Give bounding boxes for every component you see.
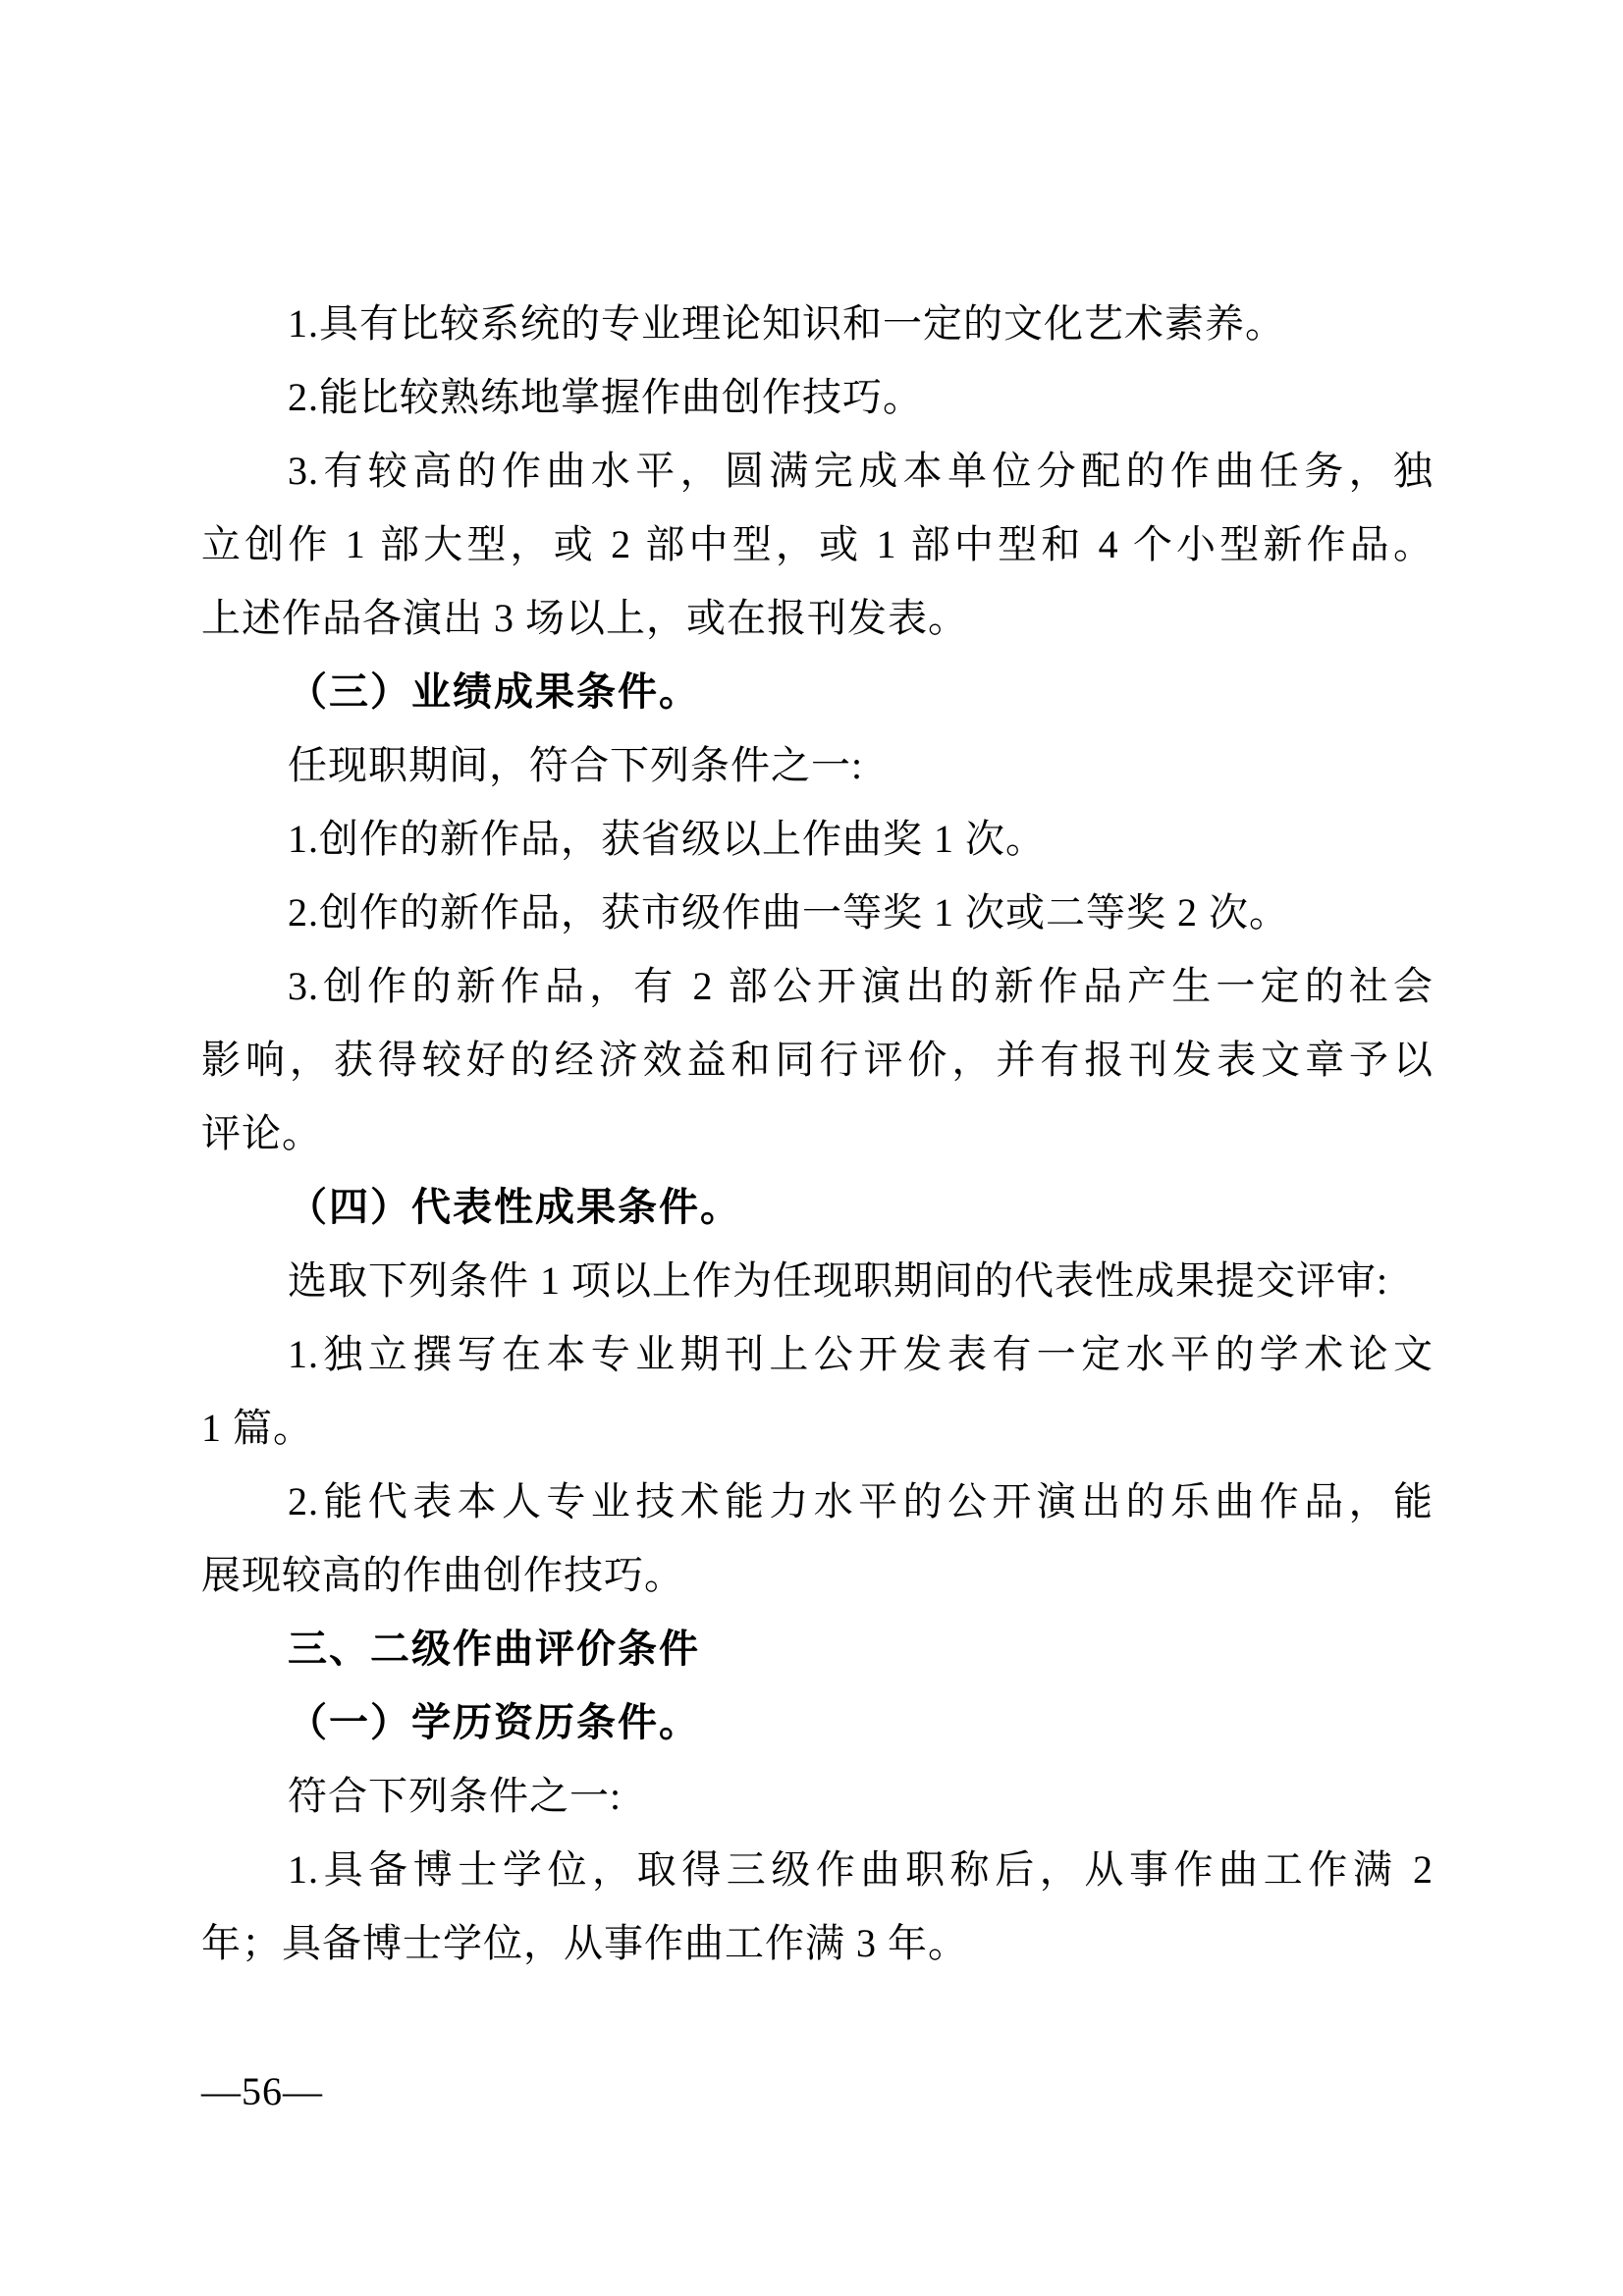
text-line: 1.创作的新作品，获省级以上作曲奖 1 次。 [288,817,1046,861]
text-line: 立创作 1 部大型，或 2 部中型，或 1 部中型和 4 个小型新作品。 [201,522,1434,566]
text-line: 展现较高的作曲创作技巧。 [201,1553,684,1597]
text-line: 3.有较高的作曲水平，圆满完成本单位分配的作曲任务，独 [288,449,1434,493]
text-line: 选取下列条件 1 项以上作为任现职期间的代表性成果提交评审: [288,1258,1389,1303]
text-line: 符合下列条件之一: [288,1774,622,1818]
text-line: 2.能比较熟练地掌握作曲创作技巧。 [288,375,923,419]
chapter-heading: 三、二级作曲评价条件 [288,1627,700,1671]
document-body [201,287,1434,1980]
section-heading: （一）学历资历条件。 [288,1700,700,1744]
text-line: 上述作品各演出 3 场以上，或在报刊发表。 [201,596,968,640]
text-line: 年；具备博士学位，从事作曲工作满 3 年。 [201,1921,968,1965]
page-number: —56— [201,2069,323,2113]
text-line: 评论。 [201,1111,322,1155]
text-line: 1 篇。 [201,1406,313,1450]
text-line: 1.具有比较系统的专业理论知识和一定的文化艺术素养。 [288,301,1285,346]
text-line: 任现职期间，符合下列条件之一: [288,743,864,787]
text-line: 1.具备博士学位，取得三级作曲职称后，从事作曲工作满 2 [288,1847,1434,1892]
text-line: 影响，获得较好的经济效益和同行评价，并有报刊发表文章予以 [201,1038,1434,1082]
section-heading: （四）代表性成果条件。 [288,1185,741,1229]
text-line: 1.独立撰写在本专业期刊上公开发表有一定水平的学术论文 [288,1332,1434,1376]
section-heading: （三）业绩成果条件。 [288,669,700,714]
text-line: 2.能代表本人专业技术能力水平的公开演出的乐曲作品，能 [288,1479,1434,1523]
text-line: 3.创作的新作品，有 2 部公开演出的新作品产生一定的社会 [288,964,1434,1008]
text-line: 2.创作的新作品，获市级作曲一等奖 1 次或二等奖 2 次。 [288,890,1289,934]
